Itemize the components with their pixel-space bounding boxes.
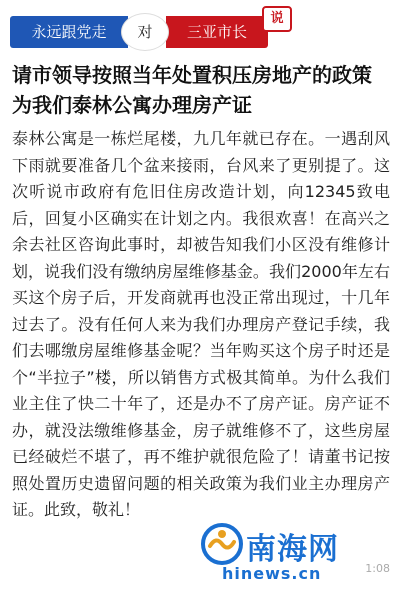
versus-label: 对: [122, 14, 168, 50]
column-header: [0, 11, 400, 50]
hinews-logo-icon: [200, 522, 244, 566]
watermark-site-name: 南海网: [246, 532, 339, 567]
site-watermark: [200, 520, 396, 590]
mayor-label: 三亚市长: [166, 16, 268, 48]
party-slogan-label: 永远跟党走: [10, 16, 128, 48]
speech-badge: 说: [262, 6, 292, 32]
watermark-domain: hinews.cn: [222, 564, 322, 583]
timestamp-fragment: 1:08: [365, 562, 390, 575]
article-body: 泰林公寓是一栋烂尾楼，九几年就已存在。一遇刮风下雨就要准备几个盆来接雨，台风来了更别提了。这次听说市政府有危旧住房改造计划，向12345致电后，回复小区确实在计划之内。我很欢喜！在高兴之余去社区咨询此事时，却被告知我们小区没有维修计划，说我们没有缴纳房屋维修基金。我们2000年左右买这个房子后，开发商就再也没正常出现过，十几年过去了。没有任何人来为我们办理房产登记手续，我们去哪缴房屋维修基金呢？当年购买这个房子时还是个“半拉子”楼，所以销售方式极其简单。为什么我们业主住了快二十年了，还是办不了房产证。房产证不办，就没法缴维修基金，房子就维修不了，这些房屋已经破烂不堪了，再不维护就很危险了！请董书记按照处置历史遗留问题的相关政策为我们业主办理房产证。此致，敬礼！: [12, 129, 390, 519]
article-title: 请市领导按照当年处置积压房地产的政策为我们泰林公寓办理房产证: [12, 63, 372, 117]
